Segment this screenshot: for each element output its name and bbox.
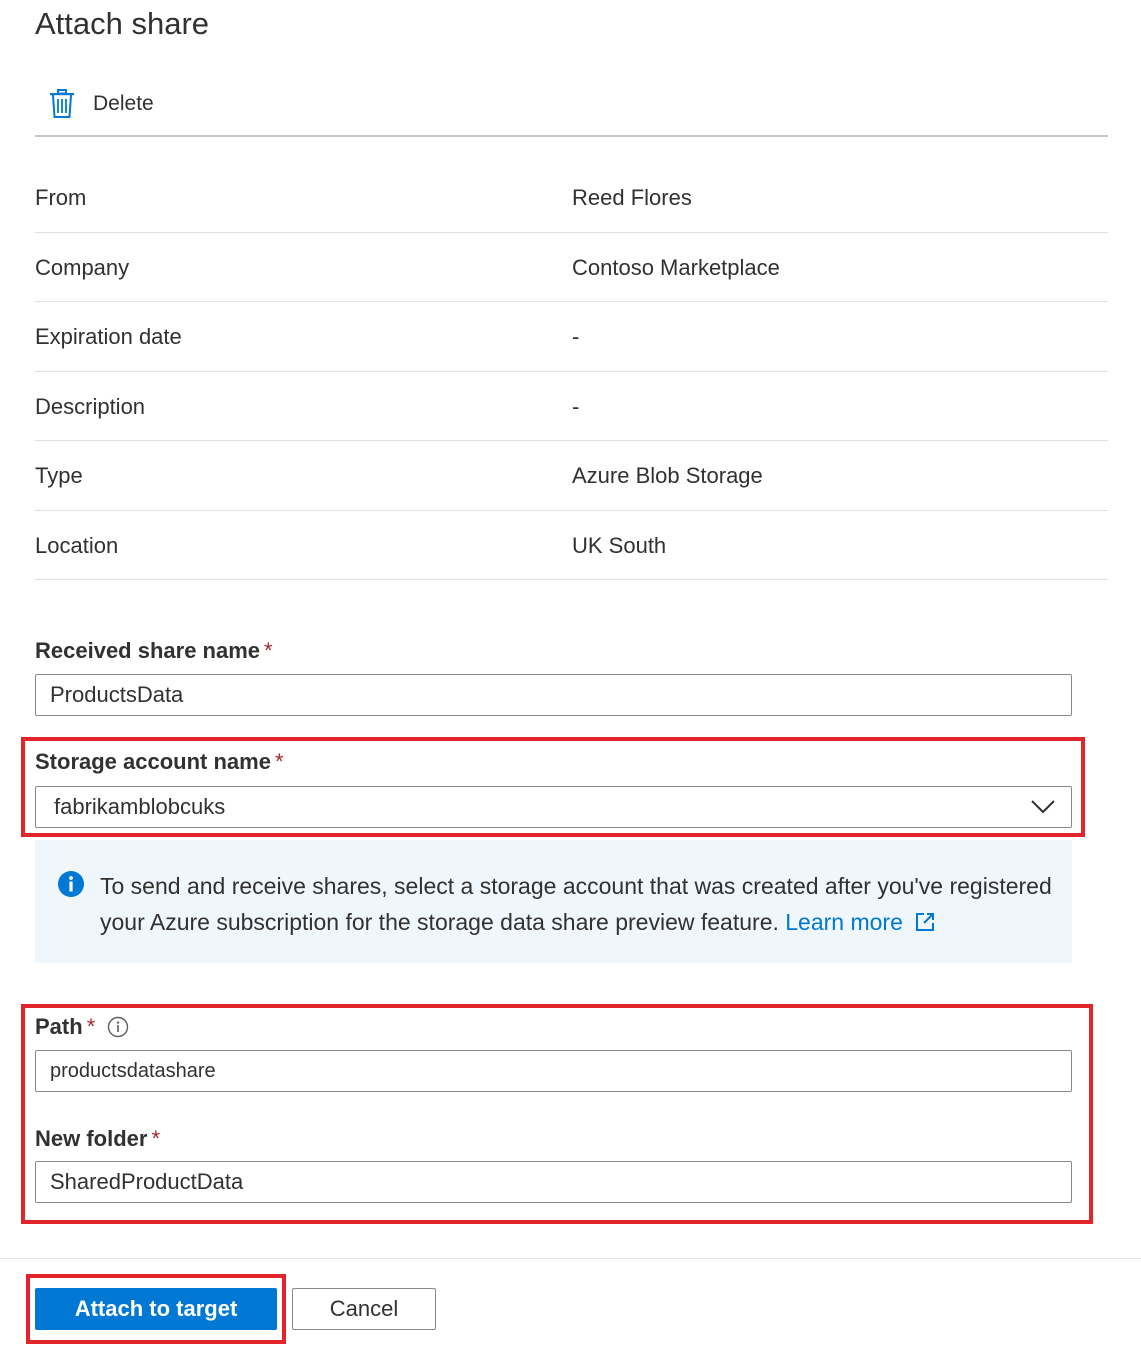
learn-more-label: Learn more: [785, 909, 903, 935]
footer-divider: [0, 1258, 1141, 1259]
property-label: Type: [35, 463, 83, 488]
path-label-text: Path: [35, 1014, 83, 1039]
property-label: Location: [35, 532, 119, 558]
chevron-down-icon: [1031, 800, 1055, 814]
trash-icon: [49, 89, 75, 119]
property-value: -: [572, 324, 580, 349]
required-mark: *: [86, 1014, 96, 1039]
property-row-from: [35, 163, 1108, 233]
received-share-name-input[interactable]: [35, 674, 1072, 716]
external-link-icon: [915, 906, 935, 942]
path-input[interactable]: [35, 1050, 1072, 1092]
required-mark: *: [274, 749, 284, 774]
info-message-text: [100, 868, 1060, 942]
info-text: To send and receive shares, select a storage account that was created after you've registered your Azure subscription for the storage data share preview feature.: [100, 873, 1052, 935]
property-value: Reed Flores: [572, 185, 692, 210]
new-folder-label-text: New folder: [35, 1126, 148, 1151]
storage-account-name-label-text: Storage account name: [35, 749, 271, 774]
cancel-button[interactable]: Cancel: [292, 1288, 436, 1330]
storage-account-name-label: [35, 749, 284, 775]
property-value: Contoso Marketplace: [572, 254, 780, 280]
path-label: [35, 1014, 129, 1040]
property-label: From: [35, 185, 87, 210]
property-row-expiration-date: [35, 302, 1108, 372]
property-label: Expiration date: [35, 324, 182, 349]
property-row-description: [35, 372, 1108, 442]
attach-to-target-button[interactable]: Attach to target: [35, 1288, 277, 1330]
delete-button[interactable]: [49, 89, 154, 119]
new-folder-input[interactable]: [35, 1161, 1072, 1203]
new-folder-value: SharedProductData: [50, 1169, 244, 1194]
info-icon: [58, 871, 84, 902]
storage-account-name-dropdown[interactable]: [35, 786, 1072, 828]
received-share-name-value: ProductsData: [50, 682, 184, 707]
required-mark: *: [264, 638, 273, 663]
received-share-name-label-text: Received share name: [35, 638, 261, 663]
property-row-type: [35, 441, 1108, 511]
property-label: Company: [35, 254, 130, 280]
new-folder-label: [35, 1126, 160, 1152]
toolbar: [35, 80, 1108, 137]
property-value: UK South: [572, 532, 667, 558]
property-row-location: [35, 511, 1108, 581]
info-message-bar: [35, 840, 1072, 963]
property-row-company: [35, 233, 1108, 303]
delete-label: Delete: [93, 92, 154, 115]
property-value: -: [572, 393, 580, 419]
path-value: productsdatashare: [50, 1059, 216, 1082]
property-value: Azure Blob Storage: [572, 463, 763, 488]
learn-more-link[interactable]: [785, 909, 935, 935]
required-mark: *: [151, 1126, 161, 1151]
property-label: Description: [35, 393, 146, 419]
received-share-name-label: [35, 638, 273, 664]
storage-account-name-value: fabrikamblobcuks: [54, 794, 226, 819]
properties-list: [35, 163, 1108, 580]
page-title: Attach share: [35, 6, 210, 41]
info-circle-icon[interactable]: [107, 1016, 129, 1038]
